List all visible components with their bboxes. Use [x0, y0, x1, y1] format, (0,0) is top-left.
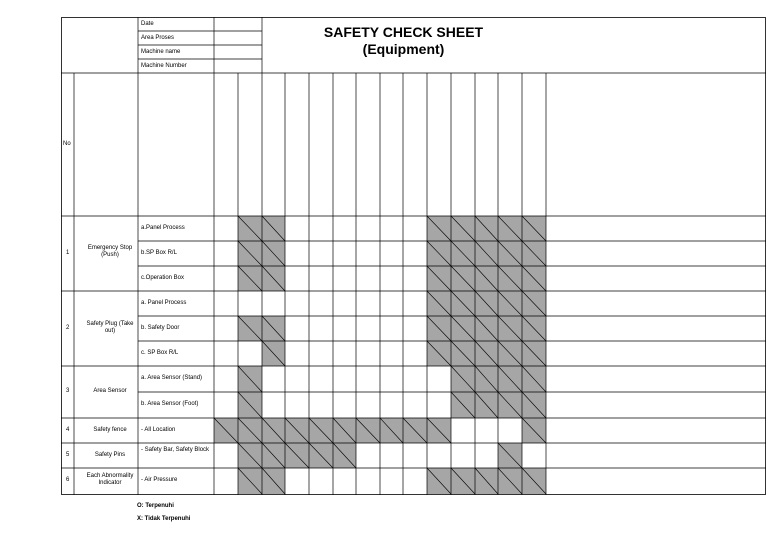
item-no-5: 5 — [66, 452, 70, 458]
header-field-area: Area Proses — [141, 35, 175, 41]
check-2b: b. Safety Door — [141, 325, 180, 331]
item-name-4: Safety fence — [93, 427, 127, 433]
item-name-5: Safety Pins — [94, 452, 126, 458]
check-6: - Air Pressure — [141, 477, 178, 483]
header-field-date: Date — [141, 21, 154, 27]
header-field-machine-name: Machine name — [141, 49, 181, 55]
item-no-2: 2 — [66, 325, 70, 331]
no-header: No — [63, 141, 71, 147]
item-no-3: 3 — [66, 388, 70, 394]
item-name-1: Emergency Stop (Push) — [87, 245, 133, 258]
check-5: - Safety Bar, Safety Block — [141, 447, 210, 453]
check-4: - All Location — [141, 427, 176, 433]
legend-o: O: Terpenuhi — [137, 503, 174, 509]
title-line-2: (Equipment) — [362, 41, 445, 57]
check-3a: a. Area Sensor (Stand) — [141, 375, 203, 381]
check-1c: c.Operation Box — [141, 275, 185, 281]
check-1a: a.Panel Process — [141, 225, 185, 231]
item-name-3: Area Sensor — [93, 388, 127, 394]
item-name-6: Each Abnormality Indicator — [86, 473, 134, 486]
check-3b: b. Area Sensor (Foot) — [141, 401, 199, 407]
sheet-title — [261, 24, 546, 58]
item-name-2: Safety Plug (Take out) — [86, 321, 134, 334]
legend-x: X: Tidak Terpenuhi — [137, 516, 191, 522]
title-line-1: SAFETY CHECK SHEET — [323, 24, 484, 40]
item-no-4: 4 — [66, 427, 70, 433]
safety-check-sheet — [61, 17, 766, 495]
header-field-machine-number: Machine Number — [141, 63, 187, 69]
item-no-1: 1 — [66, 250, 70, 256]
item-no-6: 6 — [66, 477, 70, 483]
check-2a: a. Panel Process — [141, 300, 187, 306]
check-2c: c. SP Box R/L — [141, 350, 179, 356]
check-1b: b.SP Box R/L — [141, 250, 177, 256]
